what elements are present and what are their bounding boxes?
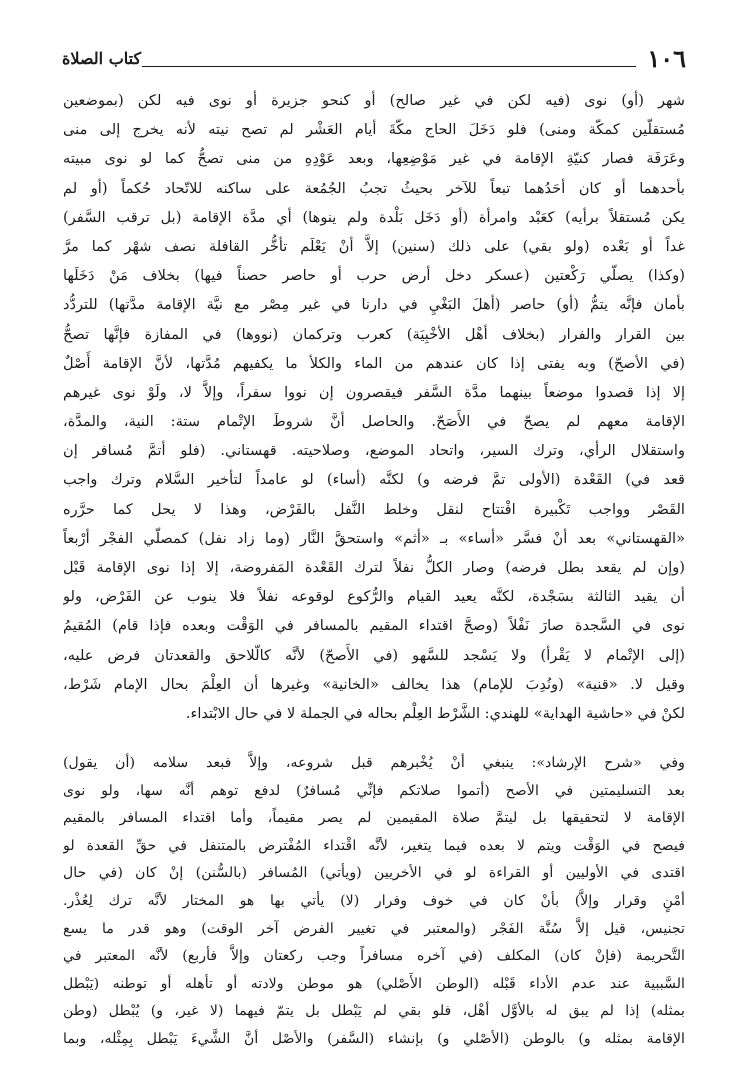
text-line: الإقامة بمثله و) بالوطن (الأصْلي و) بإنشاء (السَّفر) والأصْل أنَّ الشَّيءَ يَبْطل بِمِثْله، وبما (63, 1030, 685, 1047)
text-line: القَصْر وواجب تَكْبيرة افْتتاح لنقل وخلط النَّفل بالفَرْض، وهذا لا يحل كما حرَّره (63, 500, 685, 518)
text-line: الإقامة معهم لم يصحّ في الأَصَحّ. والحاصل أنَّ شروطَ الإتْمام ستة: النية، والمدَّة، (63, 413, 685, 431)
text-line: تجنيس، قيل إلاَّ سُنَّة الفَجْر (والمعتبر في تغيير الفرض آخر الوقت) وهو قدر ما يسع (63, 920, 685, 937)
text-line: فيصح في الوَقْت ويتم لا بعده فيما يتغير، لأنَّه اقْتداء المُفْترض بالمتنفل في حقِّ القعدة لو (63, 837, 685, 854)
text-line: شهر (أو) نوى (فيه لكن في غير صالح) أو كنحو جزيرة أو نوى فيه لكن (بموضعين (63, 92, 685, 109)
text-line: وقيل لا. «قنية» (ونُدِبَ للإمام) هذا يخالف «الخانية» وغيرها أن العِلْمَ بحال الإمام شَرْط، (63, 675, 685, 693)
text-line: قعد في) القَعْدة (الأولى تمَّ فرضه و) لكنَّه (أساء) لو عامداً لتأخير السَّلام وترك واجب (63, 471, 685, 489)
text-line: إلا إذا قصدوا موضعاً بينهما مدَّة السَّفر فيقصرون إن نووا سفراً، وإلاَّ لا، ولَوْ نوى غيرهم (63, 383, 685, 401)
text-line: (وكذا) يصلّي رَكْعتين (عسكر دخل أرض حرب أو حاصر حصناً فيها) بخلاف مَنْ دَخَلَها (63, 267, 685, 285)
text-line: غداً أو بَعْده (ولو بقي) على ذلك (سنين) إلاَّ أنْ يَعْلَم تأخُّر القافلة نصف شهْر كما مرَّ (63, 237, 685, 255)
page-number: ١٠٦ (647, 44, 686, 73)
text-line: نوى في السَّجدة صارَ نَفْلاً (وصحَّ اقتداء المقيم بالمسافر في الوَقْت وبعده فإذا قام) المُقيمُ (63, 617, 685, 635)
text-line: أمْنٍ وقرار وإلاَّ) بأنْ كان في خوف وفرار (لا) يأتي بها هو المختار لأنَّه ترك لِعُذْر. (63, 892, 685, 909)
text-line: بين القرار والفرار (بخلاف أهْل الأخْبِيَة) كعرب وتركمان (نووها) في المفازة فإنَّها تصحُّ (63, 325, 685, 343)
text-line: «القهستاني» بعد أنْ فسَّر «أساء» بـ «أثم» واستحقَّ النَّار (وما زاد نفل) كمصلّي الفجْر أرْبعاً (63, 529, 685, 547)
text-line: اقتدى في الأوليين أو القراءة لو في الأخريين (ويأتي) المُسافر (بالسُّنن) إنْ كان (في حال (63, 865, 685, 882)
text-line: يكن مُستقلاً برأيه) كعَبْد وامرأة (أو دَخَل بَلْدة ولم ينوها) أي مدَّة الإقامة (بل ترقب السَّفر) (63, 208, 685, 226)
text-line: وفي «شرح الإرشاد»: ينبغي أنْ يُخْبرهم قبل شروعه، وإلاَّ فبعد سلامه (أن يقول) (63, 755, 685, 771)
text-line: بمثله) إذا لم يبق له بالأوَّل أهْل، فلو بقي لم يَبْطل بل يتمّ فيهما (لا غير، و) يُبْطل (وطن (63, 1003, 685, 1020)
main-text-paragraph-2 (63, 750, 685, 1054)
text-line: بعد التسليمتين في الأصح (أتموا صلاتكم فإنِّي مُسافرٌ) لدفع توهم أنَّه سها، ولو نوى (63, 782, 685, 799)
text-line: الإقامة لا لتحقيقها بل ليتمَّ صلاة المقيمين لم يصر مقيماً، وأما اقتداء المسافر بالمقيم (63, 810, 685, 827)
text-line: التَّحريمة (فإنْ كان) المكلف (في آخره مسافراً وجب ركعتان وإلاَّ فأربع) لأنَّه المعتبر في (63, 948, 685, 965)
text-line: مُستقلّين كمكّة ومنى) فلو دَخَلَ الحاج مكّةَ أيام العَشْر لم تصح نيته لأنه يخرج إلى منى (63, 121, 685, 139)
main-text-paragraph-1 (63, 86, 685, 728)
header-rule (142, 66, 636, 67)
text-line: بأحدهما أو كان أحَدُهما تبعاً للآخر بحيثُ تجبُ الجُمُعة على ساكنه للاتّحاد حُكماً (أو لم (63, 179, 685, 197)
text-line: واستقلال الرأي، وترك السير، واتحاد الموضع، وصلاحيته. قهستاني. (فلو أتمَّ مُسافر إن (63, 442, 685, 460)
text-line: وعَرَفَة فصار كنيّةِ الإقامة في غير مَوْضِعِها، وبعد عَوْدِهِ من منى تصحُّ كما لو نوى مبيته (63, 150, 685, 168)
text-line: أن يقيد الثالثة بسَجْدة، لكنَّه يعيد القيام والرُّكوع لوقوعه نفلاً فلا ينوب عن الفَرْض، ولو (63, 588, 685, 606)
book-title: كتاب الصلاة (62, 49, 142, 68)
text-line: (إلى الإتْمام لا يَقْرأ) ولا يَسْجد للسَّهو (في الأَصحّ) لأنَّه كالّلاحق والقعدتان فرض عليه، (63, 646, 685, 664)
text-line: (وإن لم يقعد بطل فرضه) وصار الكلُّ نفلاً لترك القَعْدة المَفروضة، إلا إذا نوى الإقامة قَبْل (63, 559, 685, 576)
text-line: لكنْ في «حاشية الهداية» للهندي: الشَّرْط العِلْم بحاله في الجملة لا في حال الابْتداء. (185, 704, 685, 722)
page-header (62, 44, 686, 74)
text-line: بأمان فإنَّه يتمُّ (أو) حاصر (أهلَ البَغْيِ في دارنا في غير مِصْر مع نيَّة الإقامة مدَّتها) للتردُّد (63, 296, 685, 314)
text-line: (في الأصحّ) وبه يفتى إذا كان عندهم من الماء والكلأ ما يكفيهم مُدَّتها، لأنَّ الإقامة أَصْلٌ (63, 354, 685, 372)
text-line: السَّببية عند عدم الأداء قَبْله (الوطن الأَصْلي) هو موطن ولادته أو تأهله أو توطنه (يَبْطل (63, 975, 685, 992)
